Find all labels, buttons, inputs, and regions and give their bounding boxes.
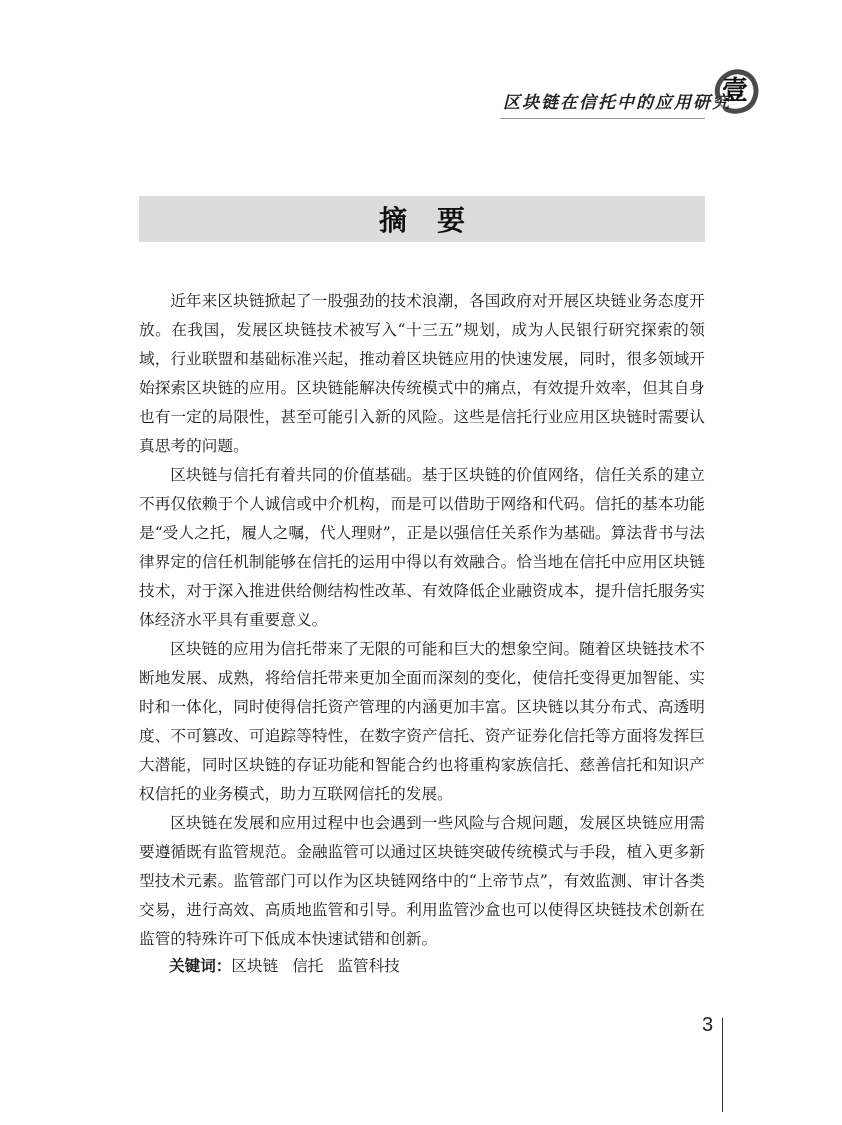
title-bar (139, 196, 705, 242)
abstract-body (139, 287, 705, 954)
keyword-item: 监管科技 (337, 957, 400, 975)
running-header-title: 区块链在信托中的应用研究 (503, 93, 731, 113)
page-number: 3 (702, 1014, 714, 1036)
paragraph: 区块链的应用为信托带来了无限的可能和巨大的想象空间。随着区块链技术不断地发展、成熟，将给信托带来更加全面而深刻的变化，使信托变得更加智能、实时和一体化，同时使得信托资产管理的内涵更加丰富。区块链以其分布式、高透明度、不可篡改、可追踪等特性，在数字资产信托、资产证券化信托等方面将发挥巨大潜能，同时区块链的存证功能和智能合约也将重构家族信托、慈善信托和知识产权信托的业务模式，助力互联网信托的发展。 (139, 640, 705, 803)
keywords-label: 关键词： (169, 957, 232, 975)
paragraph: 区块链在发展和应用过程中也会遇到一些风险与合规问题，发展区块链应用需要遵循既有监管规范。金融监管可以通过区块链突破传统模式与手段，植入更多新型技术元素。监管部门可以作为区块链网络中的“上帝节点”，有效监测、审计各类交易，进行高效、高质地监管和引导。利用监管沙盒也可以使得区块链技术创新在监管的特殊许可下低成本快速试错和创新。 (139, 814, 705, 948)
page-number-rule (722, 1018, 723, 1112)
header-divider (500, 118, 705, 119)
paragraph: 区块链与信托有着共同的价值基础。基于区块链的价值网络，信任关系的建立不再仅依赖于个人诚信或中介机构，而是可以借助于网络和代码。信托的基本功能是“受人之托，履人之嘱，代人理财”，正是以强信任关系作为基础。算法背书与法律界定的信任机制能够在信托的运用中得以有效融合。恰当地在信托中应用区块链技术，对于深入推进供给侧结构性改革、有效降低企业融资成本，提升信托服务实体经济水平具有重要意义。 (139, 466, 705, 629)
paragraph: 近年来区块链掀起了一股强劲的技术浪潮，各国政府对开展区块链业务态度开放。在我国，发展区块链技术被写入“十三五”规划，成为人民银行研究探索的领域，行业联盟和基础标准兴起，推动着区块链应用的快速发展，同时，很多领域开始探索区块链的应用。区块链能解决传统模式中的痛点，有效提升效率，但其自身也有一定的局限性，甚至可能引入新的风险。这些是信托行业应用区块链时需要认真思考的问题。 (139, 292, 705, 455)
keyword-item: 信托 (292, 957, 324, 975)
keyword-item: 区块链 (231, 957, 279, 975)
chapter-number: 壹 (721, 76, 748, 106)
keywords-line (169, 952, 414, 981)
chapter-badge (710, 66, 760, 116)
page-title: 摘要 (378, 204, 495, 237)
